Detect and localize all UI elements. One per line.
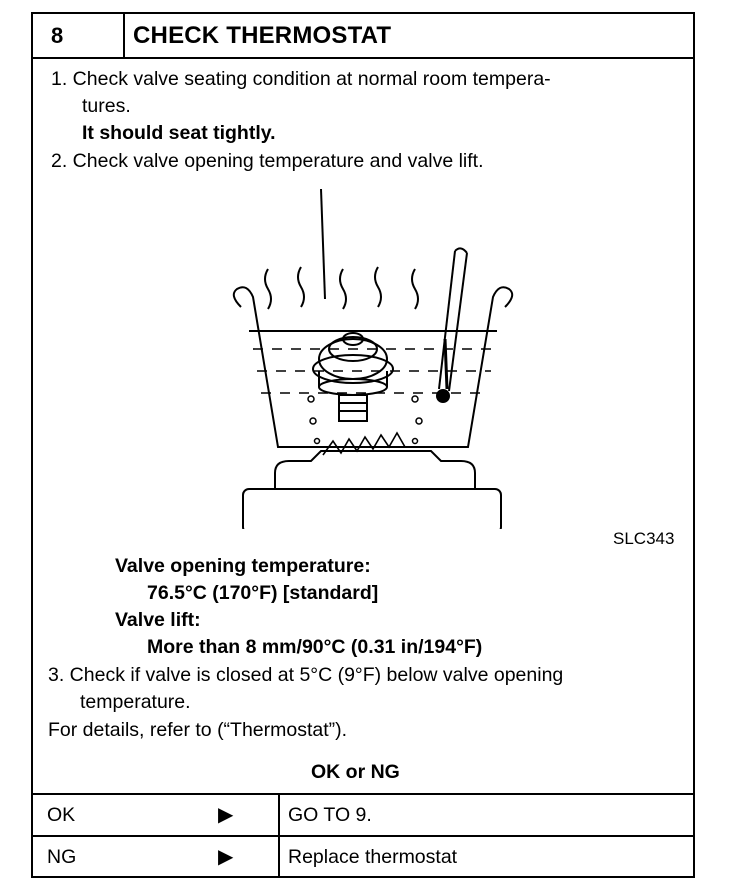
instruction-2: 2. Check valve opening temperature and valve lift.	[51, 150, 484, 172]
pot-icon	[234, 287, 512, 447]
step-header	[33, 14, 693, 59]
column-divider	[278, 837, 280, 878]
result-row-ng	[33, 835, 693, 878]
column-divider	[278, 795, 280, 836]
valve-lift-value: More than 8 mm/90°C (0.31 in/194°F)	[147, 636, 483, 658]
instruction-3-line-1: 3. Check if valve is closed at 5°C (9°F) below valve opening	[48, 664, 564, 686]
result-action-ng: Replace thermostat	[288, 846, 458, 868]
result-header: OK or NG	[311, 761, 400, 783]
result-status-ng: NG	[47, 846, 77, 868]
instruction-1-line-1: 1. Check valve seating condition at normal room tempera-	[51, 68, 551, 90]
thermostat-test-illustration	[193, 189, 523, 529]
step-title: CHECK THERMOSTAT	[133, 22, 392, 49]
arrow-right-icon: ▶	[218, 846, 234, 868]
procedure-frame	[31, 12, 695, 878]
result-action-ok: GO TO 9.	[288, 804, 372, 826]
steam-icon	[340, 269, 346, 309]
stove-base	[243, 489, 501, 529]
result-status-ok: OK	[47, 804, 76, 826]
step-number: 8	[33, 14, 125, 57]
steam-icon	[375, 267, 381, 307]
instruction-1-line-2: tures.	[82, 95, 131, 117]
steam-icon	[265, 269, 271, 309]
thermostat-icon	[313, 333, 393, 421]
burner-icon	[275, 451, 475, 489]
instruction-3-line-2: temperature.	[80, 691, 191, 713]
steam-icon	[412, 269, 418, 309]
steam-icon	[298, 267, 304, 307]
opening-temp-value: 76.5°C (170°F) [standard]	[147, 582, 379, 604]
arrow-right-icon: ▶	[218, 804, 234, 826]
result-row-ok	[33, 793, 693, 836]
figure-code: SLC343	[613, 529, 675, 548]
hanging-wire	[321, 189, 325, 299]
details-reference: For details, refer to (“Thermostat”).	[48, 719, 348, 741]
opening-temp-label: Valve opening temperature:	[115, 555, 371, 577]
seat-tightly-note: It should seat tightly.	[82, 122, 276, 144]
valve-lift-label: Valve lift:	[115, 609, 201, 631]
